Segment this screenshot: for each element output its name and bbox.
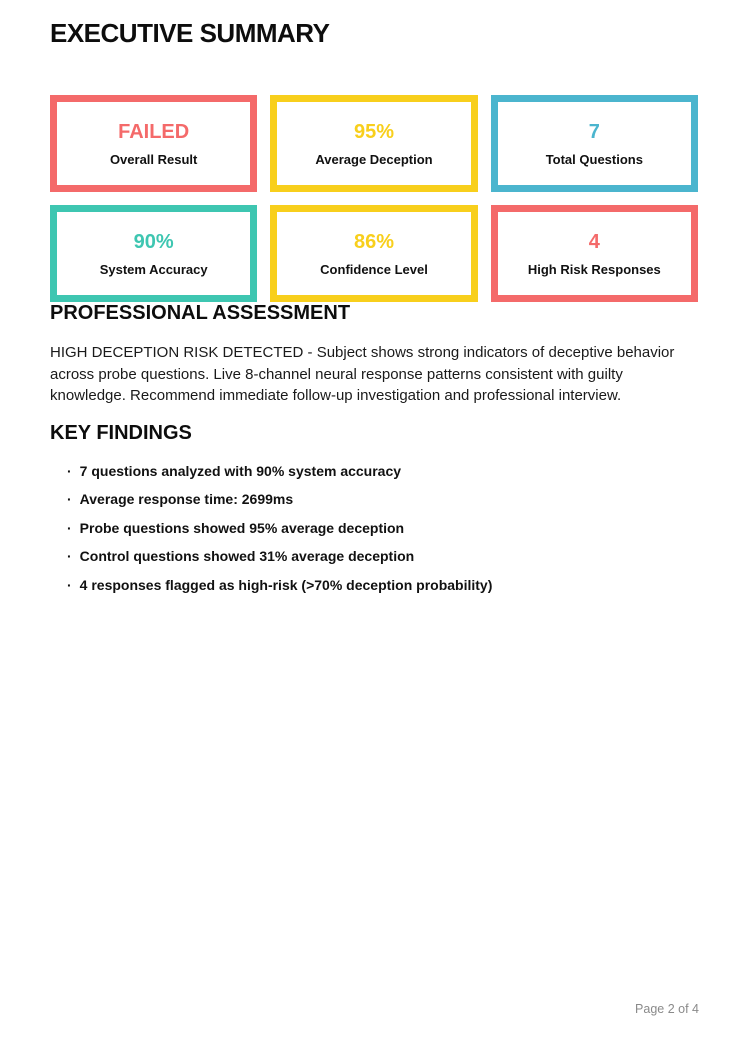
stat-label: Confidence Level <box>320 261 428 277</box>
key-finding-item <box>67 578 697 592</box>
stat-value: 86% <box>353 230 394 253</box>
stat-label: System Accuracy <box>99 261 208 277</box>
bullet-marker: · <box>67 519 72 536</box>
page-title: EXECUTIVE SUMMARY <box>50 18 330 48</box>
bullet-marker: · <box>67 462 72 479</box>
stat-card-overall-result <box>50 95 257 192</box>
key-finding-item <box>67 521 697 535</box>
stat-card-high-risk-responses <box>491 205 698 302</box>
key-findings-list <box>50 464 697 592</box>
stat-value: 7 <box>588 120 600 143</box>
stat-label: Average Deception <box>315 151 433 167</box>
section-heading-key-findings: KEY FINDINGS <box>50 421 192 444</box>
stat-value: FAILED <box>118 120 190 143</box>
stat-value: 90% <box>133 230 174 253</box>
key-finding-text: 7 questions analyzed with 90% system accuracy <box>79 462 402 479</box>
stat-card-system-accuracy <box>50 205 257 302</box>
stat-card-total-questions <box>491 95 698 192</box>
key-finding-text: 4 responses flagged as high-risk (>70% deception probability) <box>79 576 493 593</box>
bullet-marker: · <box>67 491 72 507</box>
stat-card-average-deception <box>270 95 477 192</box>
key-finding-text: Average response time: 2699ms <box>79 491 294 507</box>
stat-label: Total Questions <box>545 151 643 167</box>
stat-label: Overall Result <box>109 151 198 167</box>
page-number: Page 2 of 4 <box>635 1002 699 1016</box>
stat-card-confidence-level <box>270 205 477 302</box>
key-finding-item <box>67 492 697 506</box>
section-heading-professional-assessment: PROFESSIONAL ASSESSMENT <box>50 302 351 324</box>
bullet-marker: · <box>67 548 72 564</box>
assessment-paragraph: HIGH DECEPTION RISK DETECTED - Subject shows strong indicators of deceptive behavior across probe questions. Live 8-channel neural response patterns consistent with guilty knowledge. Recommend immediate follow-up investigation and professional interview. <box>50 344 675 404</box>
key-finding-item <box>67 464 697 478</box>
stat-value: 4 <box>588 230 600 253</box>
stat-value: 95% <box>353 120 394 143</box>
key-finding-item <box>67 549 697 563</box>
bullet-marker: · <box>67 576 72 593</box>
key-finding-text: Control questions showed 31% average deception <box>79 548 415 564</box>
stat-card-grid <box>50 95 698 302</box>
stat-label: High Risk Responses <box>527 261 661 277</box>
key-finding-text: Probe questions showed 95% average deception <box>79 519 405 536</box>
